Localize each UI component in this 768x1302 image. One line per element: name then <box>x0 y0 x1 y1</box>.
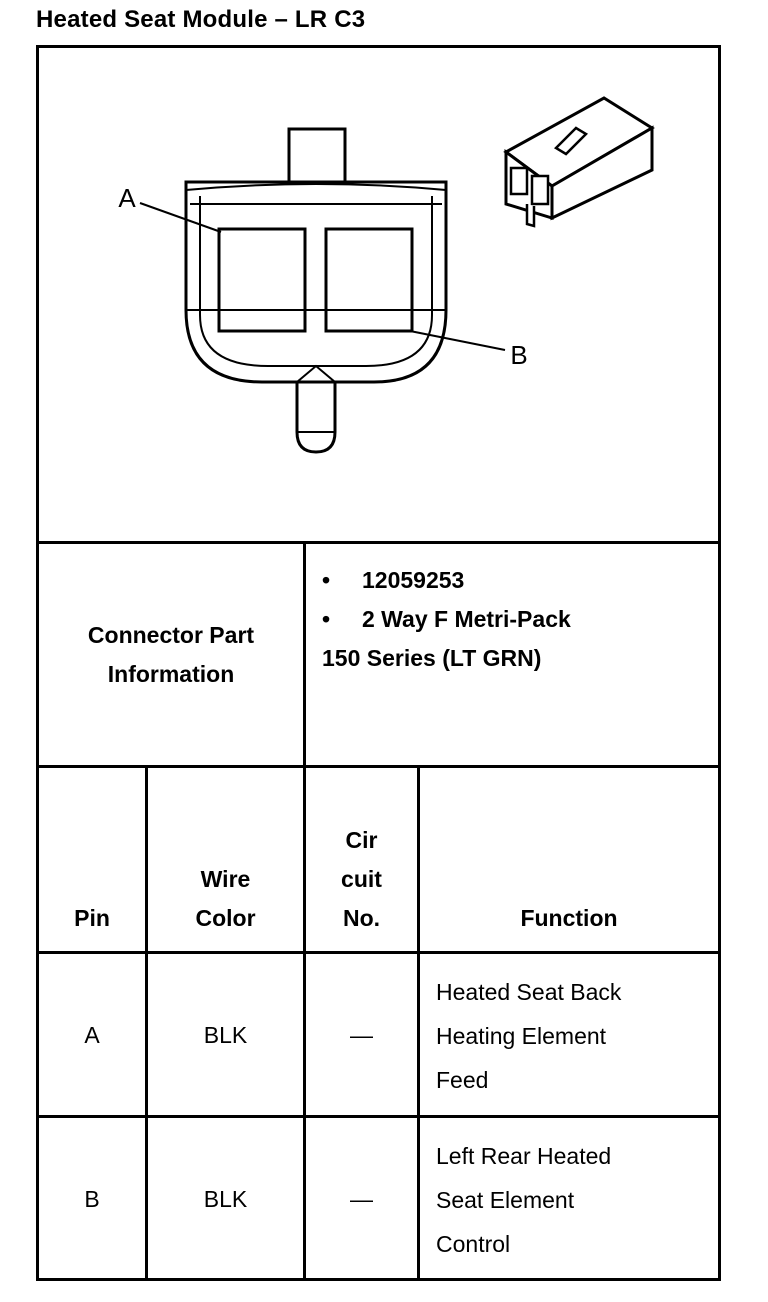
header-circuit-no: Cir cuit No. <box>341 827 382 931</box>
connector-info-label: Connector Part Information <box>87 622 255 687</box>
divider <box>36 541 721 544</box>
table-row-b-pin: B <box>84 1186 100 1212</box>
table-row-a-pin: A <box>84 1022 100 1048</box>
page-title: Heated Seat Module – LR C3 <box>36 6 366 33</box>
leader-a <box>140 203 221 232</box>
divider <box>417 765 420 1281</box>
table-row-b-wire-color: BLK <box>203 1186 248 1212</box>
table-row-b-function: Left Rear Heated Seat Element Control <box>436 1143 612 1257</box>
cavity-a <box>219 229 305 331</box>
leader-b <box>410 331 505 350</box>
pin-label-a: A <box>118 183 136 213</box>
table-row-a-wire-color: BLK <box>203 1022 248 1048</box>
pin-label-b: B <box>510 340 528 370</box>
table-row-a-function: Heated Seat Back Heating Element Feed <box>436 979 622 1093</box>
header-wire-color: Wire Color <box>195 866 256 931</box>
table-row-a-circuit: — <box>350 1022 373 1048</box>
divider <box>36 1115 721 1118</box>
latch-tab <box>289 129 345 182</box>
cavity-b <box>326 229 412 331</box>
divider <box>36 765 721 768</box>
part-description-line2: 150 Series (LT GRN) <box>322 645 542 671</box>
header-pin: Pin <box>74 905 110 931</box>
part-description-item: • 2 Way F Metri-Pack <box>322 606 571 632</box>
connector-part-list <box>322 561 571 678</box>
part-number-item: • 12059253 <box>322 567 465 593</box>
divider <box>36 951 721 954</box>
table-row-b-circuit: — <box>350 1186 373 1212</box>
connector-body-outline <box>186 182 446 382</box>
key-tab <box>297 382 335 452</box>
header-function: Function <box>520 905 618 931</box>
connector-3d-icon <box>506 98 652 226</box>
connector-face-diagram <box>39 48 718 541</box>
